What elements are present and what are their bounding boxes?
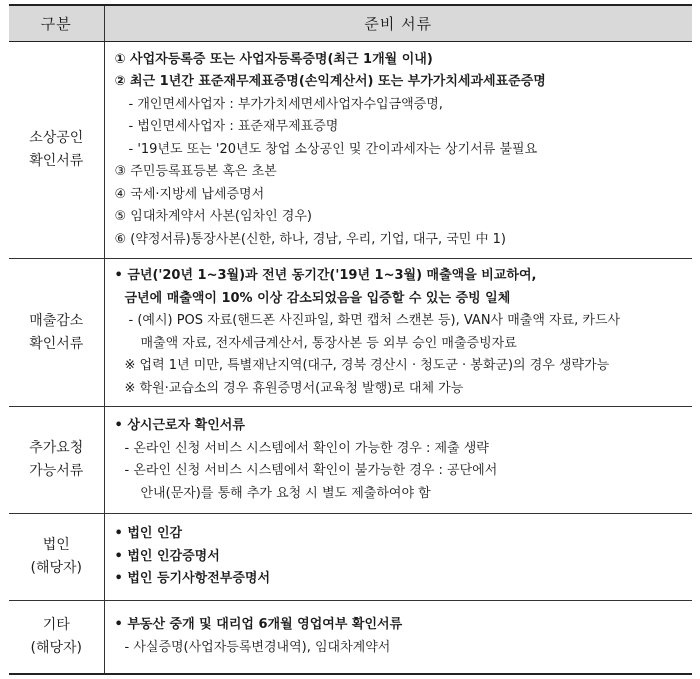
list-item: - '19년도 또는 '20년도 창업 소상공인 및 간이과세자는 상기서류 불필요 xyxy=(128,141,538,157)
list-item: • 부동산 중개 및 대리업 6개월 영업여부 확인서류 xyxy=(114,617,403,633)
list-item: - 온라인 신청 서비스 시스템에서 확인이 불가능한 경우 : 공단에서 xyxy=(124,463,498,478)
list-item: - 사실증명(사업자등록변경내역), 임대차계약서 xyxy=(124,639,391,655)
table-row xyxy=(9,407,692,514)
table-row xyxy=(9,259,692,407)
list-item: ② 최근 1년간 표준재무제표증명(손익계산서) 또는 부가가치세과세표준증명 xyxy=(114,74,546,90)
row-category: 법인 (해당자) xyxy=(9,514,104,601)
required-documents-table xyxy=(9,4,692,675)
list-item: 안내(문자)를 통해 추가 요청 시 별도 제출하여야 함 xyxy=(140,485,431,501)
row-documents xyxy=(104,514,692,601)
list-item: • 상시근로자 확인서류 xyxy=(114,418,245,433)
list-item: - 개인면세사업자 : 부가가치세면세사업자수입금액증명, xyxy=(128,96,443,112)
header-documents: 준비 서류 xyxy=(104,5,692,42)
list-item: 금년에 매출액이 10% 이상 감소되었음을 입증할 수 있는 증빙 일체 xyxy=(124,290,511,306)
table-header-row xyxy=(9,5,692,42)
note-item: ※ 학원·교습소의 경우 휴원증명서(교육청 발행)로 대체 가능 xyxy=(124,380,464,396)
list-item: ④ 국세·지방세 납세증명서 xyxy=(114,186,265,202)
row-documents xyxy=(104,259,692,407)
note-item: ※ 업력 1년 미만, 특별재난지역(대구, 경북 경산시 · 청도군 · 봉화군)의 경우 생략가능 xyxy=(124,358,610,373)
table-row xyxy=(9,42,692,259)
row-documents xyxy=(104,601,692,674)
list-item: • 법인 등기사항전부증명서 xyxy=(114,571,270,587)
list-item: ③ 주민등록표등본 혹은 초본 xyxy=(114,164,277,180)
row-documents xyxy=(104,407,692,514)
list-item: • 법인 인감 xyxy=(114,526,183,542)
header-category: 구분 xyxy=(9,5,104,42)
table-row xyxy=(9,514,692,601)
table-row xyxy=(9,601,692,674)
list-item: ⑥ (약정서류)통장사본(신한, 하나, 경남, 우리, 기업, 대구, 국민 中 1) xyxy=(114,231,506,247)
row-documents xyxy=(104,42,692,259)
list-item: ⑤ 임대차계약서 사본(임차인 경우) xyxy=(114,209,312,225)
list-item: - 법인면세사업자 : 표준재무제표증명 xyxy=(128,119,339,135)
row-category: 기타 (해당자) xyxy=(9,601,104,674)
row-category: 매출감소 확인서류 xyxy=(9,259,104,407)
list-item: • 금년('20년 1~3월)과 전년 동기간('19년 1~3월) 매출액을 비교하여, xyxy=(114,268,537,283)
list-item: - 온라인 신청 서비스 시스템에서 확인이 가능한 경우 : 제출 생략 xyxy=(124,440,489,456)
row-category: 소상공인 확인서류 xyxy=(9,42,104,259)
list-item: ① 사업자등록증 또는 사업자등록증명(최근 1개월 이내) xyxy=(114,51,433,67)
list-item: - (예시) POS 자료(핸드폰 사진파일, 화면 캡처 스캔본 등), VAN사 매출액 자료, 카드사 xyxy=(128,313,621,328)
list-item: 매출액 자료, 전자세금계산서, 통장사본 등 외부 승인 매출증빙자료 xyxy=(140,335,517,351)
row-category: 추가요청 가능서류 xyxy=(9,407,104,514)
list-item: • 법인 인감증명서 xyxy=(114,548,220,564)
